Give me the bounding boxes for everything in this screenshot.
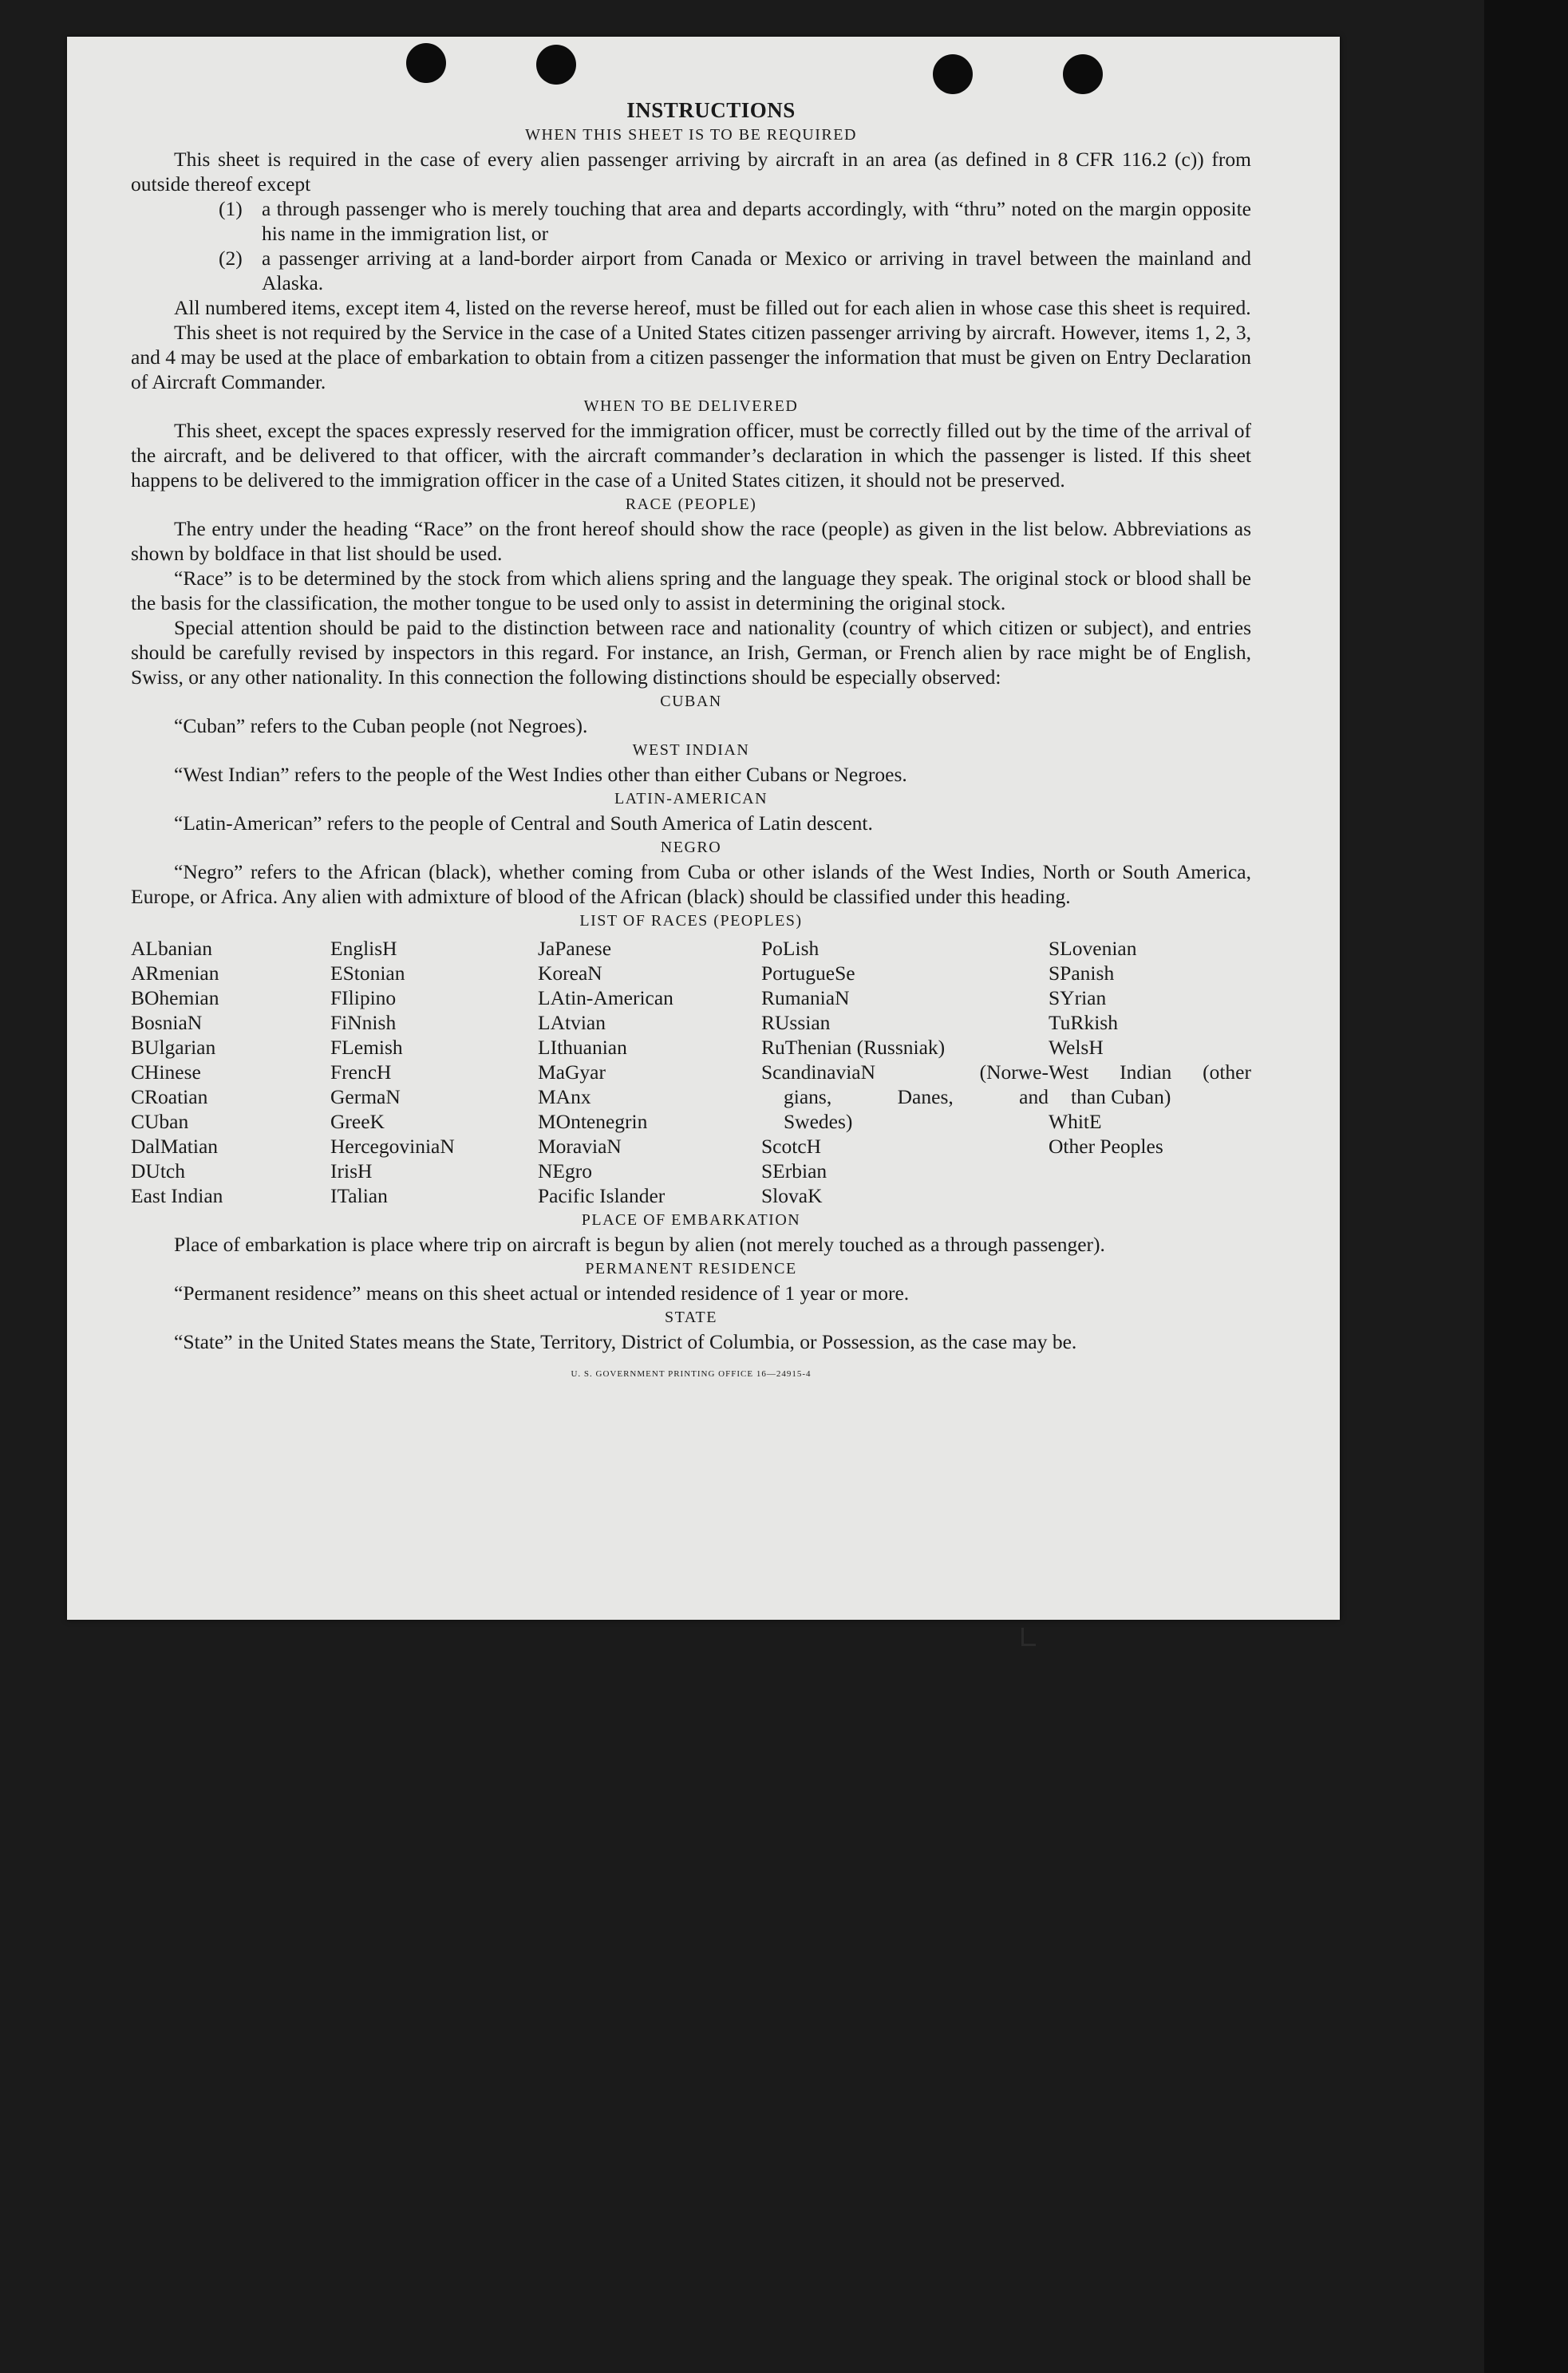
section-heading-when-delivered: WHEN TO BE DELIVERED	[583, 397, 799, 415]
race-entry: SLovenian	[1049, 937, 1137, 960]
race-entry: SYrian	[1049, 986, 1107, 1009]
race-entry: BosniaN	[131, 1011, 203, 1034]
race-entry: LAtin-American	[538, 986, 673, 1009]
section-heading-race: RACE (PEOPLE)	[625, 496, 757, 513]
item-number: (1)	[219, 197, 243, 220]
race-entry: BOhemian	[131, 986, 219, 1009]
item-text: a passenger arriving at a land-border airport from Canada or Mexico or arriving in travel between the mainland and Alaska.	[262, 247, 1251, 294]
race-entry: Pacific Islander	[538, 1184, 666, 1207]
paragraph-citizen: This sheet is not required by the Service in the case of a United States citizen passenger arriving by aircraft. However, items 1, 2, 3, and 4 may be used at the place of embarkation to obtain from a citizen passenger the information that must be given on Entry Declaration of Aircraft Commander.	[131, 321, 1251, 393]
scan-mark	[1021, 1644, 1036, 1646]
document-sheet	[67, 37, 1340, 1620]
race-entry: ITalian	[330, 1184, 388, 1207]
race-entry: MoraviaN	[538, 1135, 622, 1158]
paragraph-race-nationality: Special attention should be paid to the distinction between race and nationality (country of which citizen or subject), and entries should be carefully revised by inspectors in this regard. For instance, an Irish, German, or French alien by race might be of English, Swiss, or any other nationality. In this connection the following distinctions should be especially observed:	[131, 616, 1251, 689]
exception-item	[219, 196, 1251, 246]
race-entry: Swedes)	[784, 1110, 853, 1133]
race-entry: EStonian	[330, 961, 405, 985]
race-entry: HercegoviniaN	[330, 1135, 455, 1158]
race-entry: NEgro	[538, 1159, 592, 1183]
paragraph-delivery: This sheet, except the spaces expressly reserved for the immigration officer, must be correctly filled out by the time of the arrival of the aircraft, and be delivered to that officer, with the aircraft commander’s declaration in which the passenger is listed. If this sheet happens to be delivered to the immigration officer in the case of a United States citizen, it should not be preserved.	[131, 419, 1251, 492]
paragraph-state: “State” in the United States means the State, Territory, District of Columbia, or Possession, as the case may be.	[174, 1330, 1077, 1353]
race-entry: PoLish	[761, 937, 820, 960]
punch-hole	[933, 54, 973, 94]
race-entry: ALbanian	[131, 937, 212, 960]
race-entry: ARmenian	[131, 961, 219, 985]
paragraph-race-entry: The entry under the heading “Race” on the front hereof should show the race (people) as given in the list below. Abbreviations as shown by boldface in that list should be used.	[131, 517, 1251, 565]
race-entry: ScandinaviaN (Norwe-	[761, 1060, 1049, 1084]
paragraph-residence: “Permanent residence” means on this sheet actual or intended residence of 1 year or more.	[174, 1281, 910, 1305]
section-heading-embarkation: PLACE OF EMBARKATION	[581, 1211, 801, 1229]
race-entry: CHinese	[131, 1060, 201, 1084]
race-entry: WelsH	[1049, 1036, 1104, 1059]
races-column	[1049, 936, 1251, 1208]
scan-mark	[1021, 1628, 1024, 1645]
section-heading-cuban: CUBAN	[660, 693, 722, 710]
race-entry: WhitE	[1049, 1110, 1102, 1133]
race-entry: LAtvian	[538, 1011, 606, 1034]
race-entry: CRoatian	[131, 1085, 208, 1108]
races-column	[761, 936, 1049, 1208]
race-entry: SlovaK	[761, 1184, 823, 1207]
printer-imprint: U. S. GOVERNMENT PRINTING OFFICE 16—24915-4	[571, 1369, 812, 1379]
race-entry: PortugueSe	[761, 961, 855, 985]
race-entry: DUtch	[131, 1159, 185, 1183]
race-entry: LIthuanian	[538, 1036, 627, 1059]
race-entry: FiNnish	[330, 1011, 397, 1034]
instructions-content	[131, 97, 1251, 1387]
race-entry: gians, Danes, and	[784, 1085, 1049, 1108]
race-entry: MAnx	[538, 1085, 591, 1108]
races-column	[330, 936, 538, 1208]
section-heading-negro: NEGRO	[660, 839, 722, 856]
race-entry: IrisH	[330, 1159, 373, 1183]
paragraph-numbered-items: All numbered items, except item 4, listed on the reverse hereof, must be filled out for each alien in whose case this sheet is required.	[174, 296, 1251, 319]
paragraph-race-stock: “Race” is to be determined by the stock from which aliens spring and the language they speak. The original stock or blood shall be the basis for the classification, the mother tongue to be used only to assist in determining the original stock.	[131, 567, 1251, 614]
section-heading-state: STATE	[665, 1309, 717, 1326]
race-entry: GreeK	[330, 1110, 385, 1133]
race-entry: RumaniaN	[761, 986, 850, 1009]
race-entry: BUlgarian	[131, 1036, 216, 1059]
race-entry: West Indian (other	[1049, 1060, 1251, 1084]
section-heading-when-required: WHEN THIS SHEET IS TO BE REQUIRED	[525, 126, 857, 144]
section-heading-list-of-races: LIST OF RACES (PEOPLES)	[579, 912, 803, 930]
section-heading-residence: PERMANENT RESIDENCE	[585, 1260, 797, 1277]
punch-hole	[536, 45, 576, 85]
item-number: (2)	[219, 247, 243, 270]
race-entry: FIlipino	[330, 986, 397, 1009]
paragraph-latin-american: “Latin-American” refers to the people of Central and South America of Latin descent.	[174, 811, 873, 835]
race-entry: MaGyar	[538, 1060, 606, 1084]
race-entry: JaPanese	[538, 937, 612, 960]
paragraph-west-indian: “West Indian” refers to the people of the West Indies other than either Cubans or Negroes.	[174, 763, 907, 786]
scan-background-edge	[1484, 0, 1568, 2373]
race-entry: KoreaN	[538, 961, 602, 985]
race-entry: SPanish	[1049, 961, 1115, 985]
race-entry: GermaN	[330, 1085, 401, 1108]
paragraph-negro: “Negro” refers to the African (black), whether coming from Cuba or other islands of the West Indies, North or South America, Europe, or Africa. Any alien with admixture of blood of the African (black) should be classified under this heading.	[131, 860, 1251, 908]
race-entry: SErbian	[761, 1159, 827, 1183]
paragraph-required-intro: This sheet is required in the case of every alien passenger arriving by aircraft in an area (as defined in 8 CFR 116.2 (c)) from outside thereof except	[131, 148, 1251, 195]
race-entry: CUban	[131, 1110, 189, 1133]
race-entry: RuThenian (Russniak)	[761, 1036, 946, 1059]
section-heading-latin-american: LATIN-AMERICAN	[614, 790, 768, 807]
exception-item	[219, 246, 1251, 295]
race-entry: FrencH	[330, 1060, 392, 1084]
races-column	[538, 936, 761, 1208]
punch-hole	[406, 43, 446, 83]
race-entry: DalMatian	[131, 1135, 219, 1158]
races-column	[131, 936, 330, 1208]
section-heading-west-indian: WEST INDIAN	[632, 741, 750, 759]
race-entry: TuRkish	[1049, 1011, 1118, 1034]
page-title: INSTRUCTIONS	[626, 98, 796, 122]
race-entry: ScotcH	[761, 1135, 822, 1158]
race-entry: than Cuban)	[1071, 1085, 1171, 1108]
item-text: a through passenger who is merely touching that area and departs accordingly, with “thru” noted on the margin opposite his name in the immigration list, or	[262, 197, 1251, 245]
race-entry: Other Peoples	[1049, 1135, 1163, 1158]
races-list	[131, 936, 1251, 1208]
paragraph-embarkation: Place of embarkation is place where trip on aircraft is begun by alien (not merely touched as a through passenger).	[174, 1233, 1105, 1256]
race-entry: EnglisH	[330, 937, 397, 960]
race-entry: FLemish	[330, 1036, 403, 1059]
punch-hole	[1063, 54, 1103, 94]
paragraph-cuban: “Cuban” refers to the Cuban people (not Negroes).	[174, 714, 588, 737]
race-entry: RUssian	[761, 1011, 831, 1034]
race-entry: East Indian	[131, 1184, 223, 1207]
race-entry: MOntenegrin	[538, 1110, 648, 1133]
